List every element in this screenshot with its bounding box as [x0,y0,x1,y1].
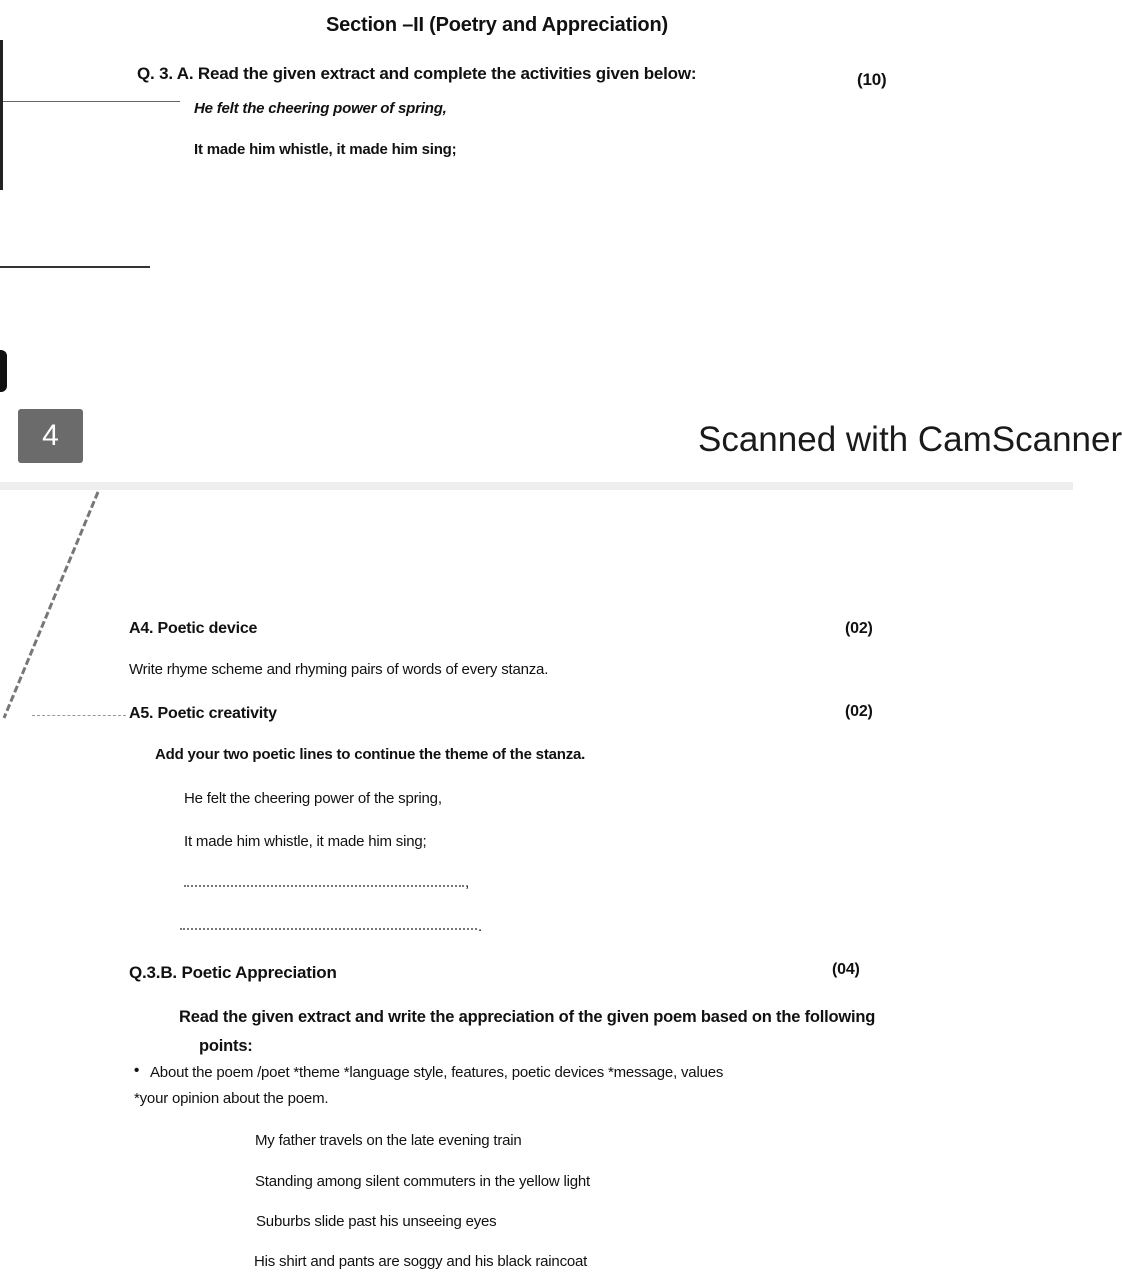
scanned-page-2 [0,490,1073,1282]
poem-line: Standing among silent commuters in the yellow light [255,1173,590,1190]
q3b-marks: (04) [832,961,860,978]
scanned-page-1 [0,0,1073,416]
appreciation-points-cont: *your opinion about the poem. [134,1090,329,1107]
q3a-instruction: Q. 3. A. Read the given extract and complete the activities given below: [137,64,697,83]
scan-edge-mark [0,350,7,392]
q3b-title: Q.3.B. Poetic Appreciation [129,963,337,982]
a5-title: A5. Poetic creativity [129,705,277,722]
answer-blank-end: . [478,918,482,935]
section-title: Section –II (Poetry and Appreciation) [326,14,668,36]
answer-blank-end: , [465,874,469,891]
scan-margin-line [0,101,180,102]
a4-marks: (02) [845,620,873,637]
q3a-marks: (10) [857,70,887,89]
a4-title: A4. Poetic device [129,620,258,637]
a4-instruction: Write rhyme scheme and rhyming pairs of words of every stanza. [129,661,549,678]
bullet-icon: • [134,1062,140,1079]
a5-marks: (02) [845,703,873,720]
extract-line-1: He felt the cheering power of spring, [194,100,447,117]
scan-edge-mark [0,40,3,190]
page-separator [0,482,1073,490]
answer-blank-line [184,885,464,887]
a5-poem-line-2: It made him whistle, it made him sing; [184,833,427,850]
a5-instruction: Add your two poetic lines to continue the theme of the stanza. [155,746,586,763]
poem-line: My father travels on the late evening train [255,1132,522,1149]
poem-line: Suburbs slide past his unseeing eyes [256,1213,497,1230]
a5-poem-line-1: He felt the cheering power of the spring, [184,790,442,807]
q3b-instruction-cont: points: [199,1037,253,1055]
q3b-instruction: Read the given extract and write the appreciation of the given poem based on the following [179,1008,876,1026]
scan-margin-line [32,715,126,716]
poem-line: His shirt and pants are soggy and his black raincoat [254,1253,588,1270]
scan-margin-line [0,266,150,268]
appreciation-points: About the poem /poet *theme *language style, features, poetic devices *message, values [150,1064,724,1081]
answer-blank-line [180,928,477,930]
scanned-with-label: Scanned with CamScanner [698,420,1122,459]
scan-edge-shadow [0,490,120,730]
page-number-badge: 4 [18,409,83,463]
extract-line-2: It made him whistle, it made him sing; [194,141,457,158]
